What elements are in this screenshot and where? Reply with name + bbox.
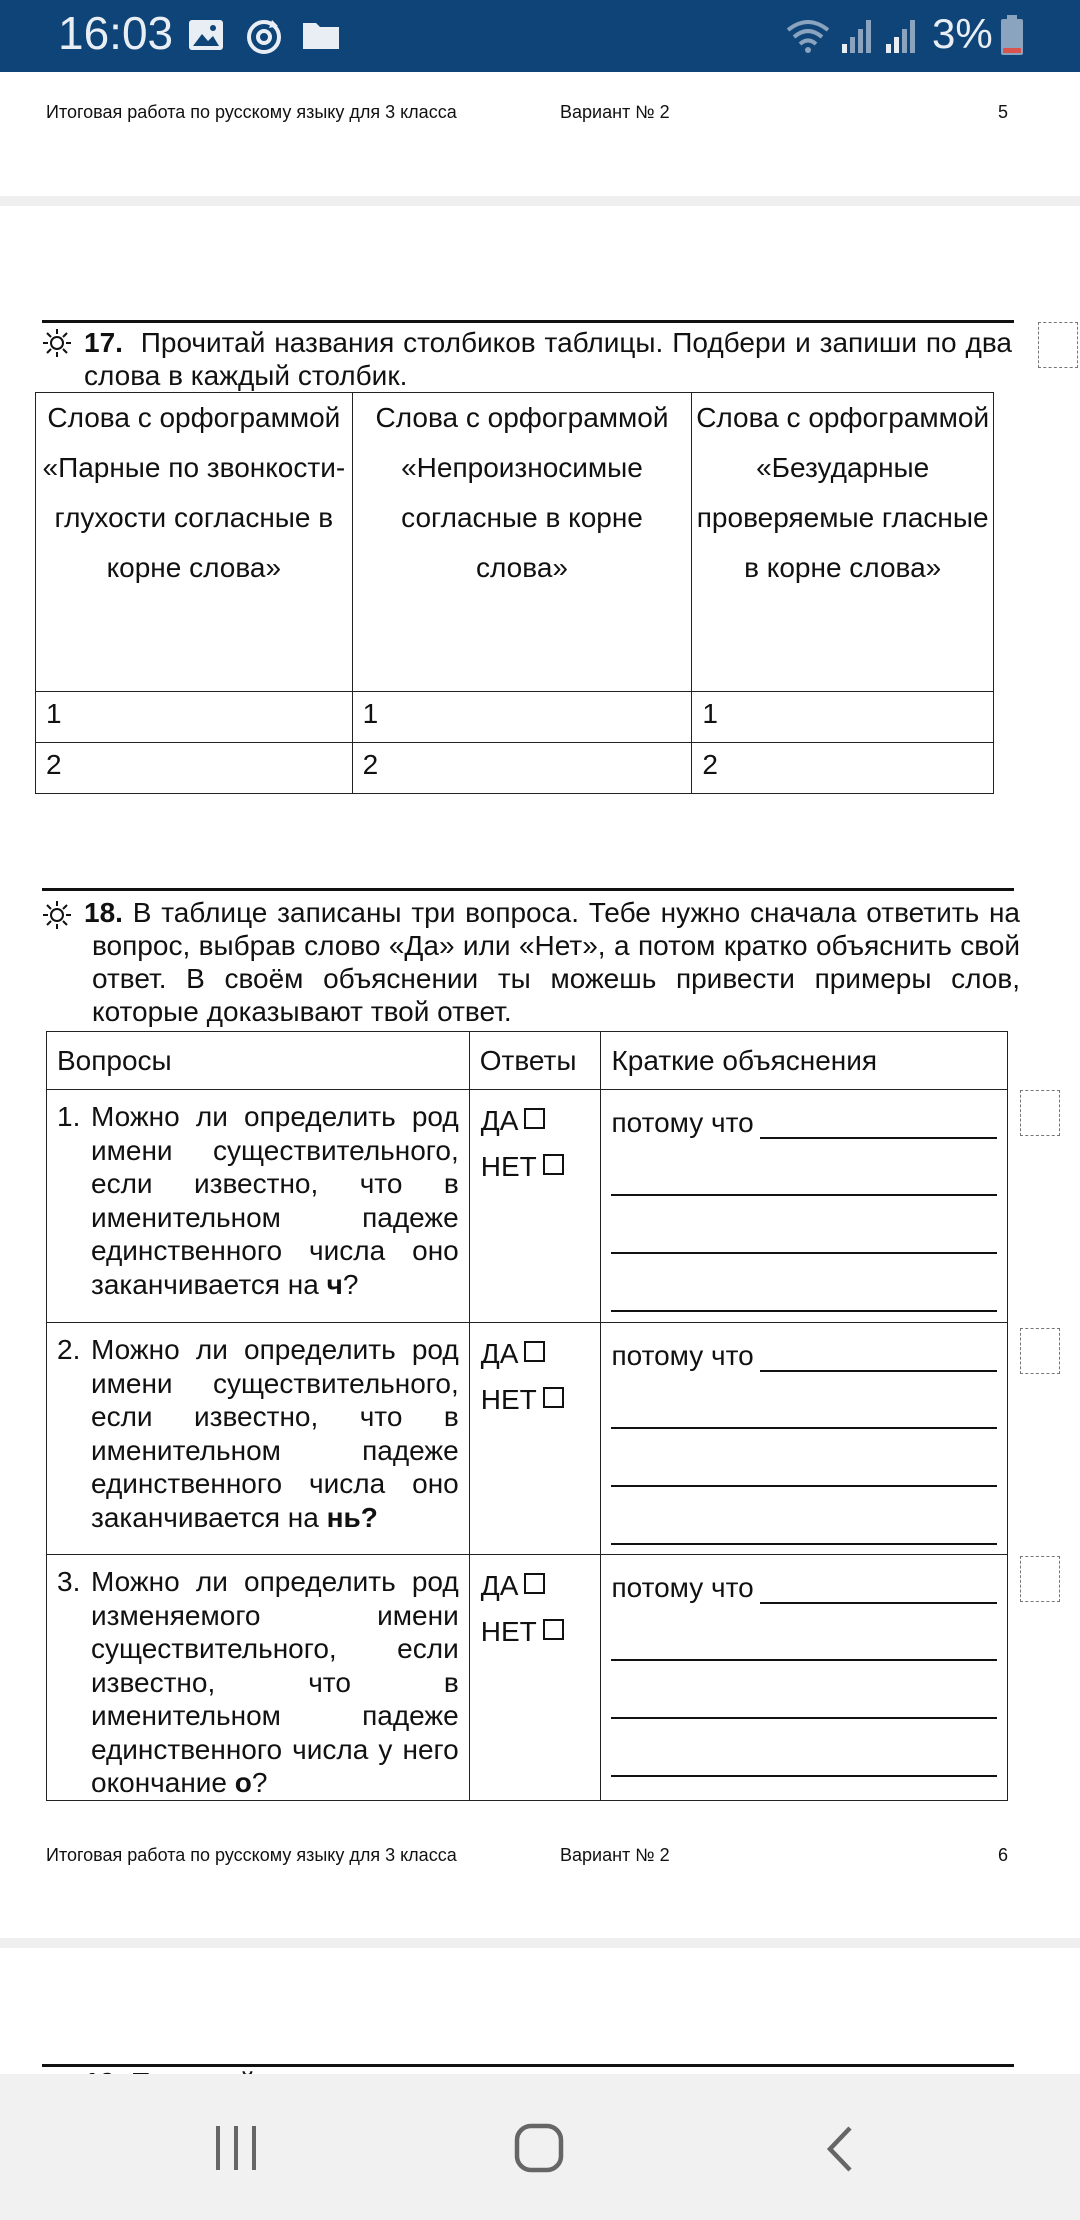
back-icon[interactable] — [824, 2124, 856, 2174]
signal-icon — [884, 18, 918, 54]
because-label: потому что — [611, 1107, 754, 1138]
home-icon[interactable] — [514, 2123, 564, 2173]
column-header: Слова с орфограммой «Непроизносимые согласные в корне слова» — [352, 393, 692, 692]
answer-line[interactable] — [760, 1572, 997, 1604]
answer-line[interactable] — [611, 1487, 997, 1545]
answer-line[interactable] — [611, 1661, 997, 1719]
answer-cell[interactable]: 1 — [352, 692, 692, 743]
page-separator — [0, 1938, 1080, 1948]
question-tail: ? — [251, 1767, 268, 1798]
score-box[interactable] — [1038, 322, 1078, 368]
page-separator — [0, 196, 1080, 206]
battery-percent: 3% — [932, 10, 993, 57]
navigation-bar — [0, 2074, 1080, 2220]
task-17-prompt — [84, 326, 1012, 392]
status-time: 16:03 — [58, 7, 174, 59]
sync-icon — [245, 18, 283, 56]
answer-cell[interactable]: 1 — [692, 692, 994, 743]
wifi-icon — [784, 16, 832, 56]
column-header: Слова с орфограммой «Безударные проверяемые гласные в корне слова» — [692, 393, 994, 692]
question-text: Можно ли определить род имени существительного, если известно, что в именительном падеже единственного числа оно заканчивается на — [91, 1334, 459, 1533]
question-text: Можно ли определить род изменяемого имени существительного, если известно, что в именительном падеже единственного числа у него окончание — [91, 1566, 459, 1798]
answer-line[interactable] — [611, 1372, 997, 1429]
answer-line[interactable] — [611, 1139, 997, 1196]
question-ending: о — [234, 1767, 252, 1798]
image-icon — [188, 18, 224, 52]
no-checkbox[interactable] — [543, 1154, 564, 1175]
answer-line[interactable] — [611, 1196, 997, 1254]
task-divider — [42, 320, 1014, 323]
page-header-variant: Вариант № 2 — [560, 102, 670, 122]
explanation-cell — [601, 1555, 1008, 1801]
no-checkbox[interactable] — [543, 1387, 564, 1408]
question-cell — [47, 1555, 470, 1801]
page-number: 5 — [998, 102, 1009, 122]
because-label: потому что — [611, 1572, 754, 1603]
header-answers: Ответы — [469, 1032, 601, 1090]
answer-line[interactable] — [760, 1107, 997, 1139]
answer-line[interactable] — [611, 1604, 997, 1661]
answer-cell[interactable]: 2 — [36, 743, 353, 794]
answer-cell — [469, 1555, 601, 1801]
yes-checkbox[interactable] — [524, 1573, 545, 1594]
answer-line[interactable] — [611, 1429, 997, 1487]
answer-line[interactable] — [611, 1254, 997, 1312]
recent-apps-icon[interactable] — [214, 2124, 260, 2172]
question-number: 3. — [57, 1566, 81, 1597]
question-cell — [47, 1090, 470, 1323]
question-tail: ? — [342, 1268, 359, 1300]
header-questions: Вопросы — [47, 1032, 470, 1090]
score-box[interactable] — [1020, 1328, 1060, 1374]
yes-label: ДА — [480, 1570, 519, 1601]
task-divider — [42, 888, 1014, 891]
no-checkbox[interactable] — [543, 1619, 564, 1640]
answer-line[interactable] — [760, 1340, 997, 1372]
answer-cell — [469, 1323, 601, 1555]
no-label: НЕТ — [480, 1616, 537, 1647]
yes-label: ДА — [480, 1338, 519, 1369]
battery-icon — [1000, 14, 1024, 56]
yes-checkbox[interactable] — [524, 1341, 545, 1362]
question-text: Можно ли определить род имени существительного, если известно, что в именительном падеже единственного числа оно заканчивается на — [91, 1101, 459, 1300]
signal-icon — [840, 18, 874, 54]
no-label: НЕТ — [480, 1384, 537, 1415]
task-19-prompt-partial — [84, 2066, 684, 2074]
column-header: Слова с орфограммой «Парные по звонкости-глухости согласные в корне слова» — [36, 393, 353, 692]
page-number: 6 — [998, 1845, 1009, 1865]
answer-cell — [469, 1090, 601, 1323]
task-17-text: Прочитай названия столбиков таблицы. Подбери и запиши по два слова в каждый столбик. — [84, 327, 1012, 391]
answer-line[interactable] — [611, 1719, 997, 1777]
answer-cell[interactable]: 2 — [692, 743, 994, 794]
status-bar — [0, 0, 1080, 72]
task-18-prompt — [84, 896, 1020, 1028]
page-header-variant: Вариант № 2 — [560, 1845, 670, 1865]
task-17-number: 17. — [84, 327, 123, 358]
yes-checkbox[interactable] — [524, 1108, 545, 1129]
question-ending: нь? — [326, 1501, 378, 1533]
folder-icon — [302, 18, 340, 50]
because-label: потому что — [611, 1340, 754, 1371]
page-header-title: Итоговая работа по русскому языку для 3 класса — [46, 102, 457, 122]
yes-label: ДА — [480, 1105, 519, 1136]
answer-cell[interactable]: 2 — [352, 743, 692, 794]
task-18-number: 18. — [84, 897, 123, 928]
question-number: 2. — [57, 1334, 81, 1365]
sun-icon — [42, 900, 72, 930]
question-cell — [47, 1323, 470, 1555]
explanation-cell — [601, 1090, 1008, 1323]
score-box[interactable] — [1020, 1090, 1060, 1136]
answer-cell[interactable]: 1 — [36, 692, 353, 743]
sun-icon — [42, 328, 72, 358]
score-box[interactable] — [1020, 1556, 1060, 1602]
page-header-title: Итоговая работа по русскому языку для 3 класса — [46, 1845, 457, 1865]
no-label: НЕТ — [480, 1151, 537, 1182]
explanation-cell — [601, 1323, 1008, 1555]
task-17-table — [35, 392, 994, 794]
task-18-text: В таблице записаны три вопроса. Тебе нужно сначала ответить на вопрос, выбрав слово «Да» или «Нет», а потом кратко объяснить свой ответ. В своём объяснении ты можешь привести примеры слов, которые доказывают твой ответ. — [92, 897, 1020, 1027]
task-18-table — [46, 1031, 1008, 1801]
question-ending: ч — [326, 1268, 343, 1300]
header-explanations: Краткие объяснения — [601, 1032, 1008, 1090]
question-number: 1. — [57, 1101, 81, 1132]
